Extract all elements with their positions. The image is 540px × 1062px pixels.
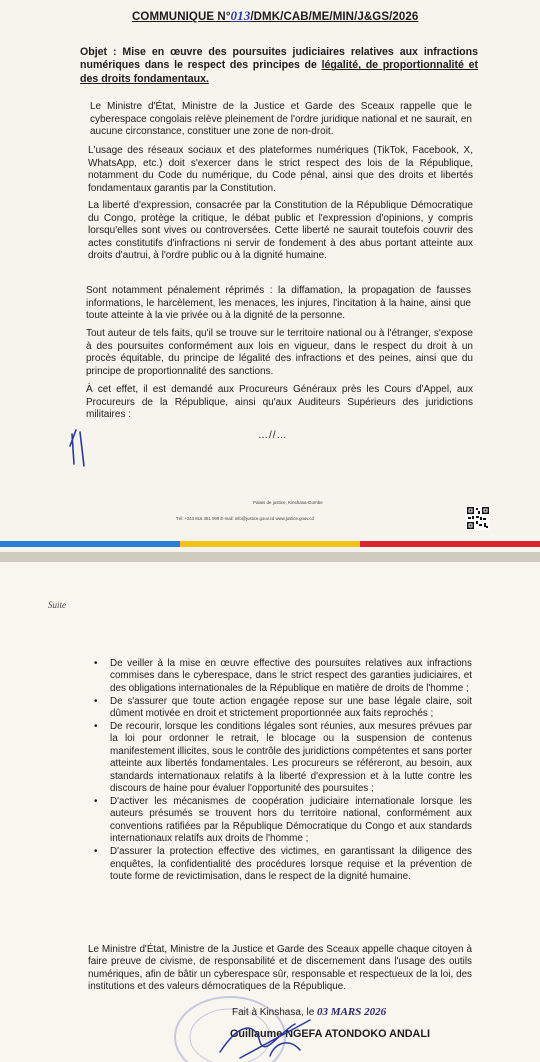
footer-address: Palais de justice, Kinshasa-Gombe (253, 500, 323, 505)
footer-contact: Tél: +243 816 351 099 E-mail: info@justice.gouv.cd www.justice.gouv.cd (176, 516, 314, 521)
bullet-icon: • (94, 846, 98, 858)
title-prefix: COMMUNIQUE N° (132, 11, 231, 23)
qr-code-icon (466, 506, 490, 530)
communique-number: 013 (230, 8, 251, 23)
stripe-yellow (180, 541, 360, 547)
paragraph-offences: Sont notamment pénalement réprimés : la diffamation, la propagation de fausses informations, le harcèlement, les menaces, les injures, l'incitation à la haine, ainsi que toute atteinte à la vie privée ou à la dignité de la personne. (86, 285, 471, 322)
page-gap (0, 552, 540, 562)
date-stamp: 03 MARS 2026 (317, 1006, 387, 1018)
subject-text: Mise en œuvre des poursuites judiciaires relatives aux infractions numériques dans le respect des principes de (80, 46, 478, 72)
signer-name: Guillaume NGEFA ATONDOKO ANDALI (230, 1028, 430, 1040)
stripe-blue (0, 541, 180, 547)
instructions-list (94, 658, 472, 884)
continuation-mark: …//… (258, 430, 288, 441)
closing-paragraph: Le Ministre d'État, Ministre de la Justice et Garde des Sceaux appelle chaque citoyen à faire preuve de civisme, de responsabilité et de discernement dans l'usage des outils numériques, afin de bâtir un cyberespace sûr, responsable et respectueux de la loi, des institutions et des valeurs démocratiques de la République. (88, 944, 472, 993)
list-item (94, 721, 472, 795)
initials-mark (58, 420, 118, 470)
list-item-text: De recourir, lorsque les conditions légales sont réunies, aux mesures prévues par la loi pour ordonner le retrait, le blocage ou la suspension de contenus manifestement illicites, sous le contrôle des juridictions compétentes et sans porter atteinte aux libertés fondamentales. Les procureurs se référeront, au besoin, aux standards internationaux relatifs à la liberté d'expression et à la lutte contre les discours de haine pour évaluer l'opportunité des poursuites ; (110, 721, 472, 795)
list-item (94, 696, 472, 721)
subject-block (80, 46, 478, 86)
place-text: Fait à Kinshasa, le (232, 1007, 315, 1018)
paragraph-prosecution: Tout auteur de tels faits, qu'il se trouve sur le territoire national ou à l'étranger, s'expose à des poursuites conformément aux lois en vigueur, dans le respect du droit à un procès équitable, du principe de légalité des infractions et des peines, ainsi que du principe de proportionnalité des sanctions. (86, 328, 473, 377)
list-item-text: D'activer les mécanismes de coopération judiciaire internationale lorsque les auteurs présumés se trouvent hors du territoire national, conformément aux conventions ratifiées par la République Démocratique du Congo et aux standards internationaux relatifs aux droits de l'homme ; (110, 795, 472, 845)
communique-title (132, 8, 418, 24)
paragraph-social-media: L'usage des réseaux sociaux et des plateformes numériques (TikTok, Facebook, X, WhatsApp, etc.) doit s'exercer dans le strict respect des lois de la République, notamment du Code du numérique, du Code pénal, ainsi que des droits et libertés fondamentaux garantis par la Constitution. (88, 145, 473, 194)
paragraph-request: À cet effet, il est demandé aux Procureurs Généraux près les Cours d'Appel, aux Procureurs de la République, ainsi qu'aux Auditeurs Supérieurs des juridictions militaires : (86, 384, 473, 421)
paragraph-intro: Le Ministre d'État, Ministre de la Justice et Garde des Sceaux rappelle que le cyberespace congolais relève pleinement de l'ordre juridique national et ne saurait, en aucune circonstance, constituer une zone de non-droit. (90, 101, 472, 138)
list-item (94, 796, 472, 846)
page-two (0, 562, 540, 1062)
subject-underlined: légalité, de proportionnalité et des droits fondamentaux. (80, 59, 478, 85)
list-item (94, 846, 472, 883)
suite-label: Suite (48, 600, 66, 610)
subject-label: Objet : (80, 46, 117, 58)
list-item-text: De s'assurer que toute action engagée repose sur une base légale claire, soit dûment motivée en droit et strictement proportionnée aux faits reprochés ; (110, 695, 472, 720)
bullet-icon: • (94, 721, 98, 733)
list-item (94, 658, 472, 695)
handwritten-signature (200, 1012, 340, 1062)
stripe-red (360, 541, 540, 547)
list-item-text: De veiller à la mise en œuvre effective des poursuites relatives aux infractions commises dans le cyberespace, dans le strict respect des garanties judiciaires, et des obligations internationales de la République en matière de droits de l'homme ; (110, 658, 472, 694)
flag-stripe (0, 541, 540, 547)
title-suffix: /DMK/CAB/ME/MIN/J&GS/2026 (250, 11, 419, 23)
bullet-icon: • (94, 695, 98, 707)
bullet-icon: • (94, 795, 98, 807)
list-item-text: D'assurer la protection effective des victimes, en garantissant la diligence des enquêtes, la confidentialité des procédures lorsque requise et la prévention de toute forme de revictimisation, dans le respect de la dignité humaine. (110, 846, 472, 882)
paragraph-freedom-expression: La liberté d'expression, consacrée par la Constitution de la République Démocratique du Congo, protège la critique, le débat public et l'expression d'opinions, y compris lorsqu'elles sont vives ou controversées. Cette liberté ne saurait toutefois couvrir des actes constitutifs d'infractions ni servir de fondement à des abus portant atteinte aux droits d'autrui, à l'ordre public ou à la dignité humaine. (88, 200, 473, 262)
bullet-icon: • (94, 658, 98, 669)
